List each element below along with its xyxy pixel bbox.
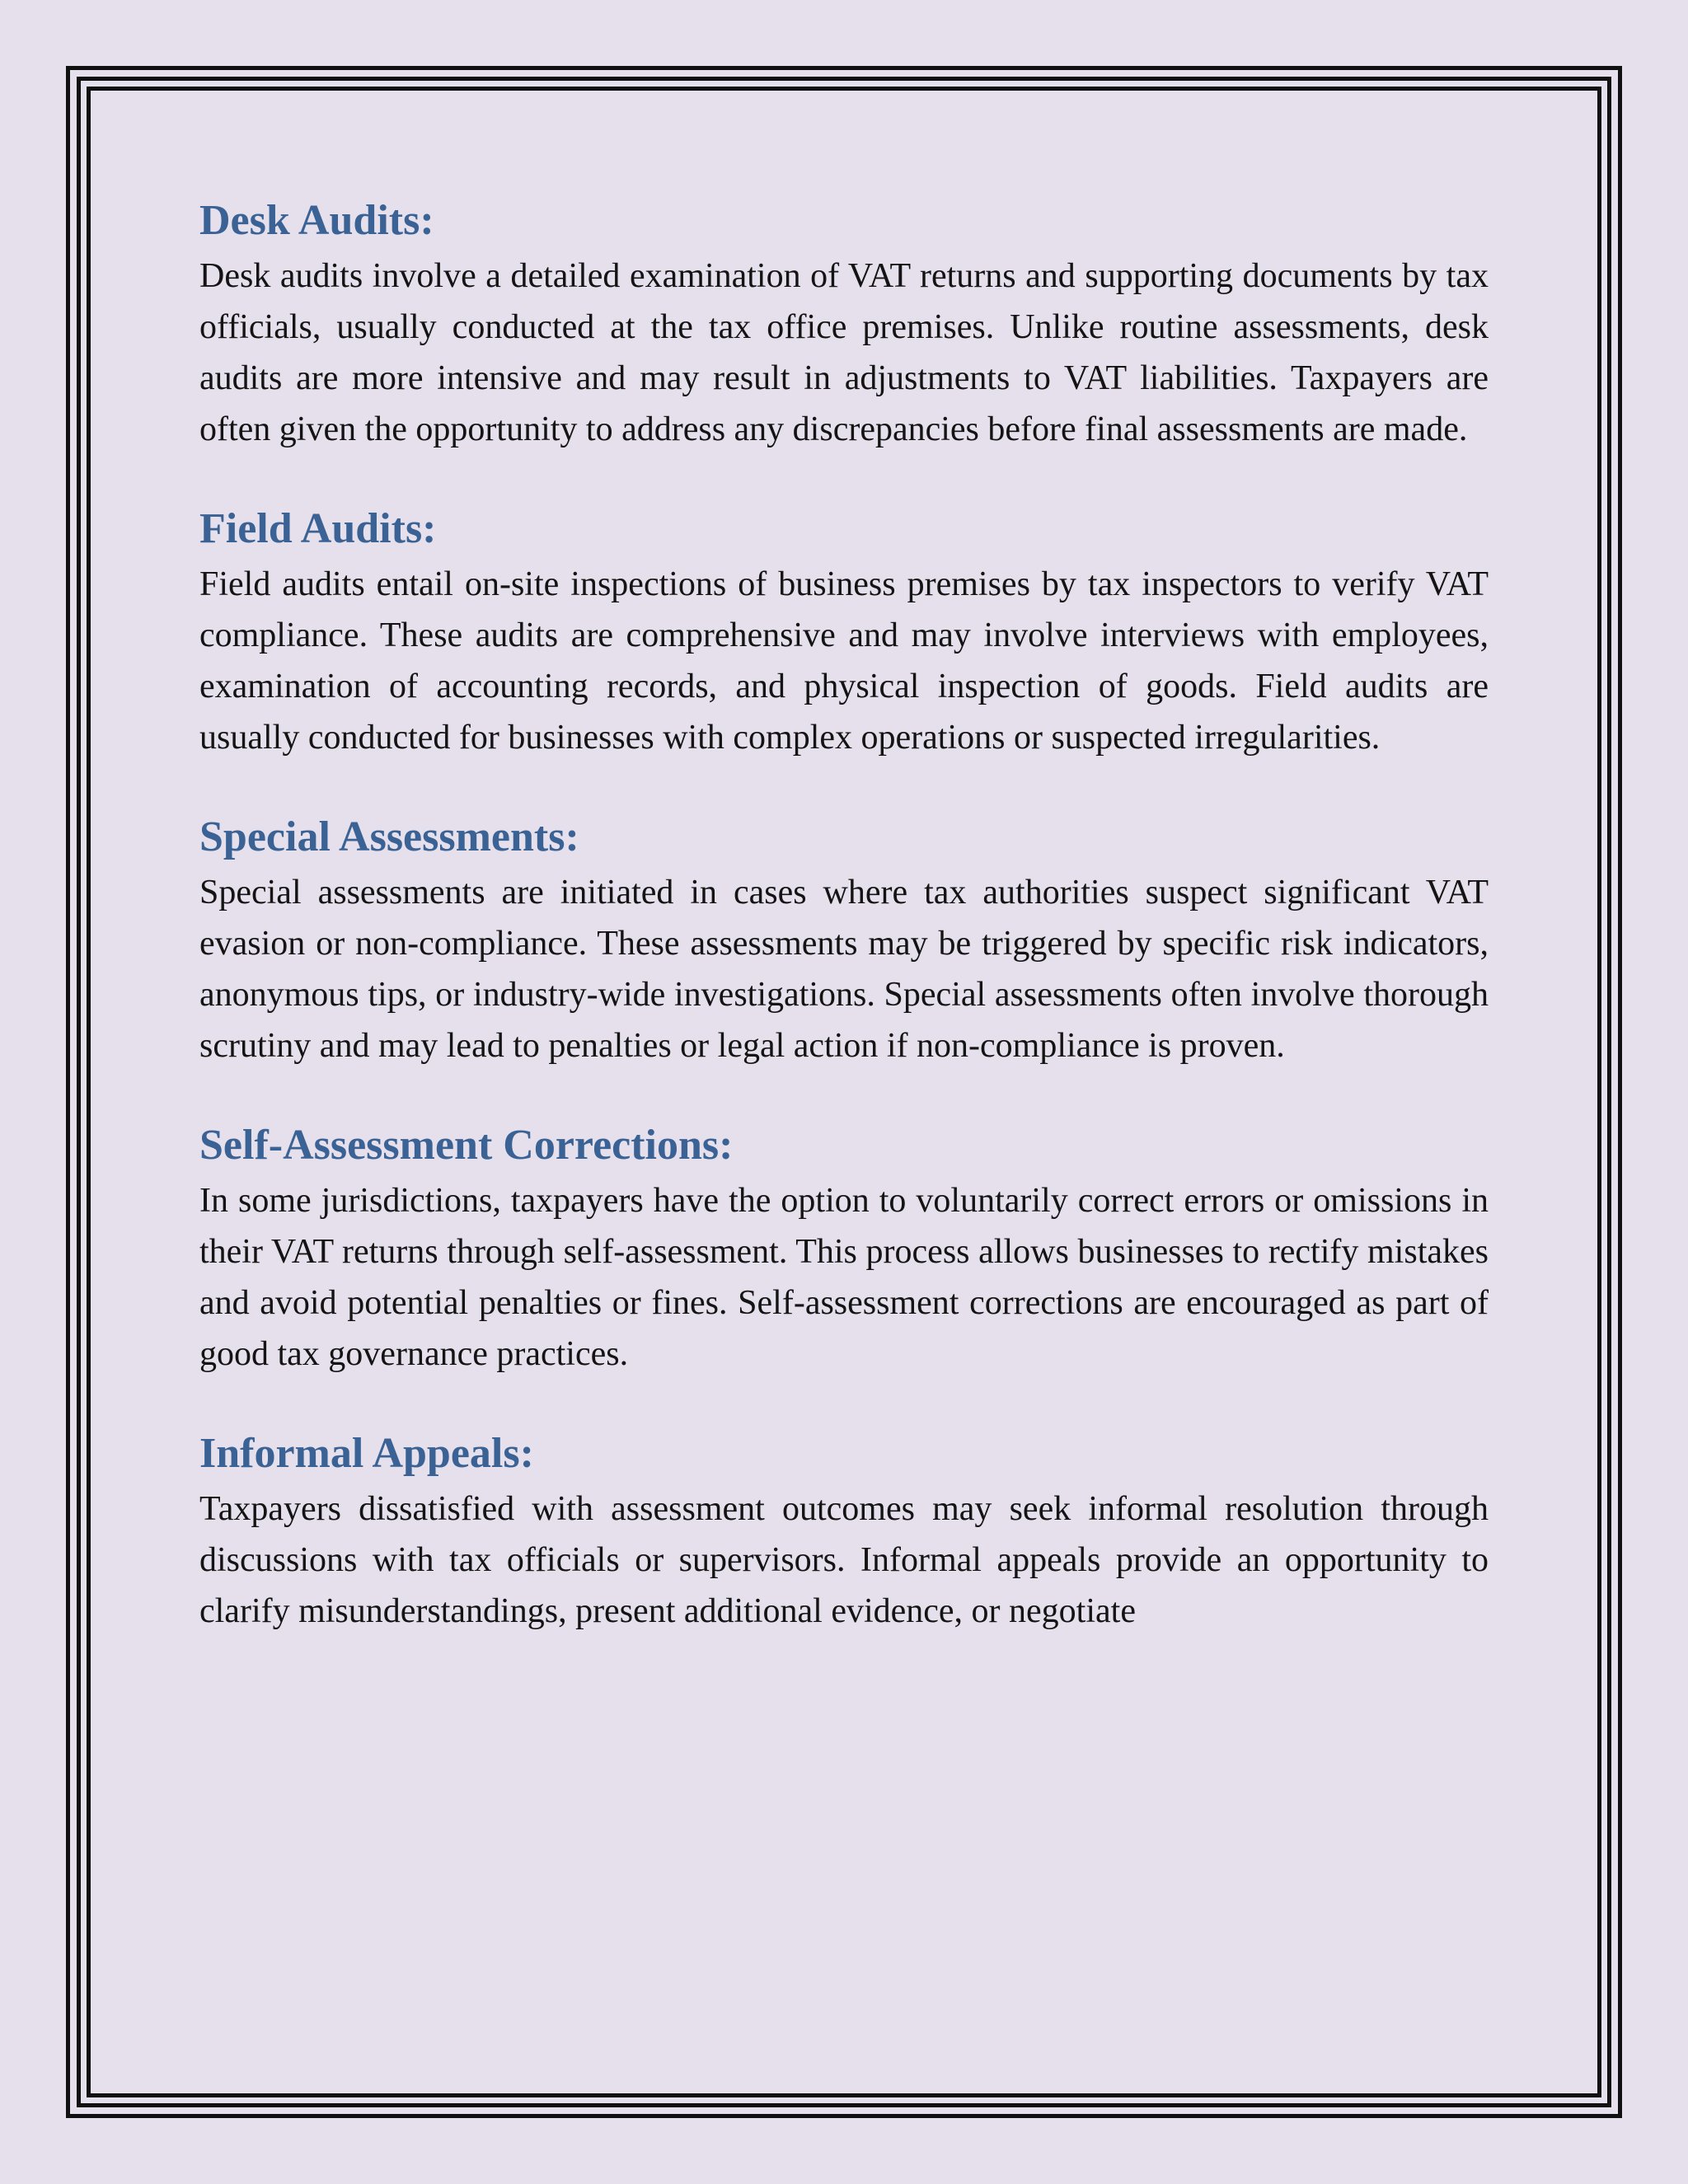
section-informal-appeals	[199, 1427, 1489, 1637]
section-paragraph: Special assessments are initiated in cases where tax authorities suspect significant VAT evasion or non-compliance. These assessments may be triggered by specific risk indicators, anonymous tips, or industry-wide investigations. Special assessments often involve thorough scrutiny and may lead to penalties or legal action if non-compliance is proven.	[199, 874, 1489, 1065]
section-paragraph: Desk audits involve a detailed examination of VAT returns and supporting documents by tax officials, usually conducted at the tax office premises. Unlike routine assessments, desk audits are more intensive and may result in adjustments to VAT liabilities. Taxpayers are often given the opportunity to address any discrepancies before final assessments are made.	[199, 257, 1489, 448]
document-body	[199, 194, 1489, 1685]
section-desk-audits	[199, 194, 1489, 455]
section-paragraph: In some jurisdictions, taxpayers have the option to voluntarily correct errors or omissions in their VAT returns through self-assessment. This process allows businesses to rectify mistakes and avoid potential penalties or fines. Self-assessment corrections are encouraged as part of good tax governance practices.	[199, 1182, 1489, 1373]
section-self-assessment-corrections	[199, 1119, 1489, 1380]
section-heading: Self-Assessment Corrections:	[199, 1122, 734, 1169]
section-special-assessments	[199, 811, 1489, 1071]
section-heading: Desk Audits:	[199, 197, 434, 244]
section-heading: Special Assessments:	[199, 813, 579, 860]
section-heading: Field Audits:	[199, 505, 437, 552]
section-paragraph: Field audits entail on-site inspections of business premises by tax inspectors to verify VAT compliance. These audits are comprehensive and may involve interviews with employees, examination of accounting records, and physical inspection of goods. Field audits are usually conducted for businesses with complex operations or suspected irregularities.	[199, 565, 1489, 757]
section-field-audits	[199, 503, 1489, 763]
section-heading: Informal Appeals:	[199, 1430, 534, 1477]
section-paragraph: Taxpayers dissatisfied with assessment outcomes may seek informal resolution through discussions with tax officials or supervisors. Informal appeals provide an opportunity to clarify misunderstandings, present additional evidence, or negotiate	[199, 1490, 1489, 1630]
